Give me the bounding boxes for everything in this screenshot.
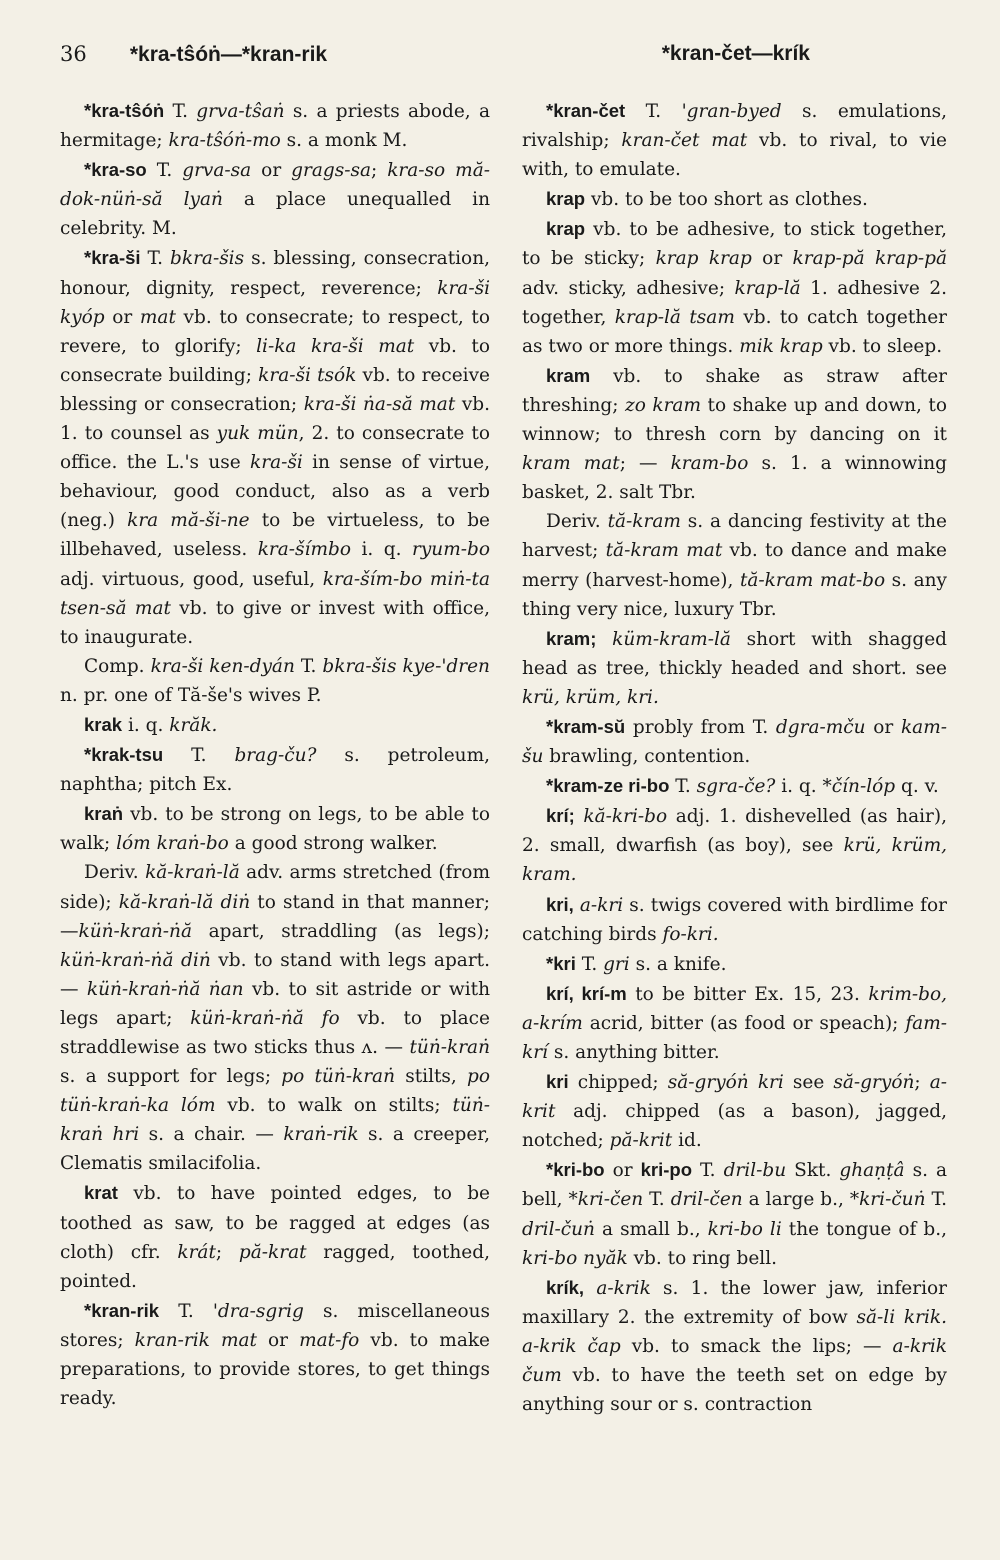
headword: krí, krí-m — [546, 982, 627, 1004]
entry-text: vb. to consecrate building; — [60, 335, 490, 386]
entry-text: T. — [643, 1189, 671, 1211]
entry-text: vb. to shake as straw after threshing; — [522, 365, 947, 416]
headword: kram; — [546, 627, 597, 649]
dictionary-entry — [522, 890, 947, 949]
italic-term: *kri-čen — [568, 1189, 644, 1211]
entry-text: vb. to smack the lips; — — [620, 1335, 893, 1357]
italic-term: *kri-čuṅ — [849, 1189, 926, 1211]
entry-text: T. — [692, 1160, 724, 1182]
entry-text: , 2. to consecrate to office. the L.'s use — [60, 423, 490, 474]
headword: *kri — [546, 952, 576, 974]
entry-text: vb. to place straddlewise as two sticks thus ʌ. — — [60, 1007, 490, 1058]
entry-text: s. petroleum, naphtha; pitch Ex. — [60, 745, 491, 796]
left-column — [60, 96, 490, 1413]
entry-text: ; — — [619, 453, 671, 475]
entry-text: T. — [140, 248, 171, 270]
entry-text: to be bitter Ex. 15, 23. — [626, 983, 869, 1005]
entry-text: vb. to walk on stilts; — [215, 1095, 453, 1117]
dictionary-entry — [522, 1067, 947, 1155]
headword: *kran-rik — [84, 1299, 160, 1321]
italic-term: tă-kram — [607, 511, 681, 533]
entry-text: T. — [163, 745, 235, 767]
italic-term: krap krap — [655, 248, 752, 270]
entry-text: or — [865, 716, 901, 738]
entry-text: s. any thing very nice, luxury Tbr. — [522, 569, 947, 620]
italic-term: tă-kram mat-bo — [739, 569, 886, 591]
italic-term: kra-ši — [250, 452, 303, 474]
entry-text: adv. arms stretched (from side); — [60, 862, 490, 913]
entry-text: vb. to sit astride or with legs apart; — [60, 978, 490, 1029]
italic-term: kran-rik mat — [134, 1329, 257, 1351]
headword: *kram-ze ri-bo — [546, 775, 670, 797]
italic-term: grva-sa — [182, 160, 252, 182]
entry-text: vb. to have pointed edges, to be toothed as saw, to be ragged at edges (as cloth) cfr. — [60, 1183, 490, 1263]
italic-term: kra-ším-bo miṅ-ta tsen-să mat — [60, 568, 490, 619]
page-number: 36 — [60, 42, 87, 66]
italic-term: kra-ši kyóp — [60, 277, 490, 328]
italic-term: a-krit — [522, 1072, 947, 1123]
entry-text: vb. to be adhesive, to stick together, to be sticky; — [522, 219, 947, 270]
italic-term: grags-sa — [291, 160, 371, 182]
italic-term: a-krik čap — [522, 1335, 621, 1357]
entry-text: T. — [925, 1189, 948, 1211]
italic-term: kă-kraṅ-lă diṅ — [118, 891, 251, 913]
italic-term: krăk. — [169, 714, 218, 736]
entry-text: ragged, toothed, pointed. — [60, 1241, 490, 1292]
italic-term: dril-čuṅ — [522, 1218, 595, 1240]
entry-text: vb. to sleep. — [822, 335, 943, 357]
entry-text: to stand in that manner;— — [60, 891, 490, 942]
entry-text: s. a priests abode, a hermitage; — [60, 101, 490, 152]
entry-text: brawling, contention. — [543, 746, 751, 768]
header-left — [60, 42, 327, 67]
dictionary-entry — [60, 799, 490, 858]
italic-term: fam-krí — [522, 1012, 947, 1063]
headword: kri, — [546, 893, 574, 915]
dictionary-entry — [522, 96, 947, 184]
dictionary-entry — [60, 858, 490, 1178]
italic-term: kran-čet mat — [621, 130, 748, 152]
entry-text: ; — [370, 160, 388, 182]
headword: *krak-tsu — [84, 744, 164, 766]
italic-term: krü, krüm, kri. — [522, 686, 659, 708]
italic-term: kraṅ-rik — [283, 1124, 359, 1146]
italic-term: grva-tŝaṅ — [196, 101, 285, 122]
italic-term: kram-bo — [670, 453, 749, 475]
italic-term: kă-kri-bo — [583, 806, 668, 828]
entry-text: ; — [914, 1072, 930, 1094]
italic-term: krim-bo, a-krím — [522, 983, 948, 1034]
entry-text: short with shagged head as tree, thickly headed and short. see — [522, 628, 948, 679]
entry-text: s. a chair. — — [139, 1124, 284, 1146]
entry-text: adj. 1. dishevelled (as hair), 2. small, dwarfish (as boy), see — [522, 806, 947, 857]
entry-text: apart, straddling (as legs); — [191, 920, 490, 942]
dictionary-entry — [60, 740, 490, 799]
headword: krap — [546, 218, 586, 240]
entry-text: vb. to catch together as two or more things. — [522, 306, 947, 357]
entry-text: in sense of virtue, behaviour, good conduct, also as a verb (neg.) — [60, 452, 490, 532]
italic-term: krü, krüm, kram. — [522, 835, 947, 886]
entry-text: i. q. — [775, 776, 823, 798]
entry-text: i. q. — [122, 714, 170, 736]
headword: *kra-so — [84, 159, 147, 181]
italic-term: kra-ši ṅa-să mat — [303, 393, 456, 415]
entry-text: a good strong walker. — [228, 833, 438, 855]
headword: *kran-čet — [546, 100, 626, 121]
header-left-title: *kra-tŝóṅ—*kran-rik — [129, 43, 328, 66]
italic-term: küm-kram-lă — [612, 628, 731, 650]
italic-term: krap-pă krap-pă — [792, 248, 948, 270]
entry-text: 1. adhesive 2. together, — [522, 277, 947, 328]
italic-term: kram mat — [522, 453, 620, 475]
headword: kram — [546, 364, 591, 386]
entry-text: or — [251, 160, 292, 182]
italic-term: kra-ši ken-dyán — [150, 655, 295, 677]
entry-text: to shake up and down, to winnow; to thresh corn by dancing on it — [522, 394, 947, 446]
dictionary-entry — [522, 184, 947, 214]
italic-term: kra-tŝóṅ-mo — [168, 130, 281, 152]
headword: *kra-tŝóṅ — [84, 100, 165, 121]
entry-text: chipped; — [568, 1072, 668, 1094]
headword: krí; — [546, 805, 575, 827]
dictionary-entry — [522, 801, 947, 889]
headword: krak — [84, 713, 123, 735]
dictionary-entry — [60, 652, 490, 710]
entry-text: vb. to consecrate; to respect, to revere, to glorify; — [60, 306, 490, 357]
italic-term: po tüṅ-kraṅ-ka lóm — [60, 1066, 490, 1117]
italic-term: kri-bo li — [707, 1218, 782, 1240]
dictionary-entry — [522, 949, 947, 979]
italic-term: tüṅ-kraṅ hri — [60, 1095, 490, 1146]
entry-text: vb. 1. to counsel as — [60, 393, 490, 445]
entry-text: T. — [625, 101, 682, 122]
entry-text: s. 1. the lower jaw, inferior maxillary 2. the extremity of bow — [522, 1277, 947, 1328]
italic-term: küṅ-kraṅ-ṅă fo — [190, 1007, 340, 1029]
entry-text: s. a creeper, Clematis smilacifolia. — [60, 1124, 490, 1175]
italic-term: mat — [139, 306, 176, 328]
dictionary-entry — [60, 96, 490, 155]
italic-term: zo kram — [624, 394, 702, 416]
entry-text: s. a dancing festivity at the harvest; — [522, 511, 948, 562]
dictionary-entry — [522, 979, 947, 1067]
entry-text — [596, 629, 612, 650]
entry-text: s. emulations, rivalship; — [522, 101, 947, 152]
italic-term: po tüṅ-kraṅ — [281, 1066, 395, 1088]
entry-text: Deriv. — [546, 511, 608, 533]
entry-text: or — [104, 306, 140, 328]
entry-text: s. twigs covered with birdlime for catching birds — [522, 894, 947, 945]
italic-term: krap-lă — [734, 277, 801, 299]
italic-term: bkra-šis — [170, 248, 245, 270]
entry-text: a small b., — [594, 1218, 708, 1240]
italic-term: li-ka kra-ši mat — [256, 335, 415, 357]
entry-text: s. 1. a winnowing basket, 2. salt Tbr. — [522, 453, 947, 504]
entry-text: vb. to be too short as clothes. — [585, 189, 868, 211]
entry-text: or — [256, 1329, 300, 1351]
headword: *kram-sŭ — [546, 715, 626, 737]
entry-text: vb. to ring bell. — [627, 1247, 777, 1269]
italic-term: krap-lă tsam — [614, 306, 735, 328]
dictionary-entry — [60, 1296, 490, 1413]
page-header — [40, 42, 960, 82]
right-column — [522, 96, 947, 1419]
entry-text: n. pr. one of Tă-še's wives P. — [60, 684, 322, 706]
dictionary-entry — [522, 624, 947, 712]
entry-text: vb. to give or invest with office, to inaugurate. — [60, 597, 491, 648]
italic-term: tă-kram mat — [605, 540, 723, 562]
entry-text — [584, 1278, 596, 1299]
entry-text: adj. chipped (as a bason), jagged, notched; — [522, 1101, 947, 1152]
italic-term: gri — [603, 953, 630, 975]
dictionary-entry — [60, 1178, 490, 1295]
italic-term: kra-so mă-dok-nüṅ-să lyaṅ — [60, 160, 491, 211]
entry-text: a large b., — [742, 1189, 850, 1211]
entry-text: T. — [146, 160, 183, 182]
headword: krík, — [546, 1276, 585, 1298]
entry-text: T. — [669, 776, 697, 798]
italic-term: kă-kraṅ-lă — [145, 862, 240, 884]
entry-text: vb. to receive blessing or consecration; — [60, 364, 491, 415]
entry-text: ; — [215, 1241, 239, 1263]
entry-text: vb. to rival, to vie with, to emulate. — [522, 130, 947, 181]
italic-term: 'gran-byed — [681, 101, 782, 122]
italic-term: ryum-bo — [412, 539, 490, 561]
italic-term: dril-bu — [723, 1160, 787, 1182]
entry-text: vb. to make preparations, to provide stores, to get things ready. — [60, 1329, 491, 1410]
dictionary-entry — [522, 214, 947, 360]
headword: kri — [546, 1071, 569, 1093]
entry-text: s. a knife. — [629, 953, 727, 975]
entry-text: T. — [159, 1300, 213, 1322]
italic-term: 'dra-sgrig — [212, 1300, 304, 1322]
entry-text: the tongue of b., — [781, 1218, 947, 1240]
italic-term: a-kri — [579, 894, 624, 916]
italic-term: să-gryóṅ kri — [667, 1072, 784, 1094]
entry-text: s. anything bitter. — [547, 1042, 720, 1063]
entry-text: Comp. — [84, 655, 151, 677]
entry-text: s. a bell, — [522, 1160, 948, 1211]
headword: kraṅ — [84, 803, 124, 825]
entry-text: T. — [164, 101, 197, 122]
entry-text: or — [604, 1160, 641, 1182]
entry-text: adv. sticky, adhesive; — [522, 277, 735, 299]
headword: krat — [84, 1182, 118, 1204]
dictionary-entry — [60, 710, 490, 740]
italic-term: brag-ču? — [234, 745, 317, 767]
dictionary-entry — [522, 507, 947, 623]
headword: krap — [546, 188, 586, 210]
italic-term: a-krik čum — [522, 1335, 948, 1387]
entry-text: vb. to dance and make merry (harvest-home), — [522, 540, 947, 591]
entry-text: id. — [672, 1130, 702, 1152]
dictionary-entry — [522, 1273, 947, 1419]
italic-term: kra-šímbo — [257, 539, 351, 561]
italic-term: kam-šu — [522, 716, 947, 768]
entry-text: a place unequalled in celebrity. M. — [60, 189, 490, 240]
italic-term: kri-bo nyăk — [522, 1247, 628, 1269]
italic-term: küṅ-kraṅ-ṅă — [78, 920, 192, 942]
italic-term: krát — [177, 1241, 216, 1263]
entry-text: s. a support for legs; — [60, 1066, 282, 1088]
italic-term: kra-ši tsók — [258, 364, 357, 386]
italic-term: pă-krit — [609, 1130, 673, 1152]
italic-term: lóm kraṅ-bo — [116, 833, 229, 855]
dictionary-entry — [522, 1155, 947, 1272]
italic-term: ghaṇṭâ — [839, 1160, 905, 1182]
italic-term: să-li krik. — [856, 1306, 947, 1328]
italic-term: dril-čen — [670, 1189, 743, 1211]
entry-text: T. — [575, 953, 604, 975]
italic-term: küṅ-kraṅ-ṅă ṅan — [86, 978, 244, 1000]
entry-text: Skt. — [786, 1160, 840, 1182]
dictionary-entry — [522, 771, 947, 801]
italic-term: fo-kri. — [662, 923, 719, 945]
headword: kri-po — [640, 1159, 693, 1181]
entry-text: acrid, bitter (as food or speach); — [582, 1012, 906, 1034]
dictionary-entry — [522, 361, 947, 507]
italic-term: mat-fo — [299, 1329, 360, 1351]
entry-text: s. a monk M. — [280, 130, 408, 152]
entry-text: T. — [294, 655, 323, 677]
italic-term: să-gryóṅ — [833, 1072, 915, 1094]
entry-text: vb. to stand with legs apart. — — [60, 949, 490, 1000]
entry-text: s. blessing, consecration, honour, dignity, respect, reverence; — [60, 248, 490, 299]
italic-term: *čín-lóp — [822, 776, 896, 798]
italic-term: bkra-šis kye-'dren — [322, 655, 490, 677]
entry-text: q. v. — [895, 776, 939, 798]
entry-text: see — [783, 1072, 834, 1094]
entry-text: probly from T. — [625, 716, 776, 738]
entry-text: i. q. — [350, 539, 413, 561]
entry-text: to be virtueless, to be illbehaved, useless. — [60, 510, 491, 561]
entry-text: or — [751, 248, 793, 270]
italic-term: a-krik — [596, 1277, 651, 1299]
entry-text: adj. virtuous, good, useful, — [60, 568, 323, 590]
italic-term: küṅ-kraṅ-ṅă diṅ — [60, 949, 211, 971]
italic-term: tüṅ-kraṅ — [409, 1037, 490, 1058]
entry-text: vb. to be strong on legs, to be able to walk; — [60, 804, 490, 855]
headword: *kra-ši — [84, 247, 141, 269]
entry-text: stilts, — [395, 1066, 468, 1088]
italic-term: sgra-če? — [696, 776, 776, 798]
italic-term: mik krap — [739, 335, 823, 357]
dictionary-entry — [522, 712, 947, 771]
italic-term: yuk mün — [216, 423, 299, 445]
headword: *kri-bo — [546, 1159, 605, 1181]
italic-term: kra mă-ši-ne — [127, 510, 250, 532]
entry-text: s. miscellaneous stores; — [60, 1300, 491, 1351]
entry-text: vb. to have the teeth set on edge by anything sour or s. contraction — [522, 1365, 947, 1416]
entry-text: Deriv. — [84, 862, 146, 884]
dictionary-entry — [60, 243, 490, 651]
italic-term: dgra-mču — [775, 716, 866, 738]
italic-term: pă-krat — [238, 1241, 307, 1263]
header-right-title: *kran-čet—krík — [661, 42, 810, 65]
dictionary-entry — [60, 155, 490, 243]
